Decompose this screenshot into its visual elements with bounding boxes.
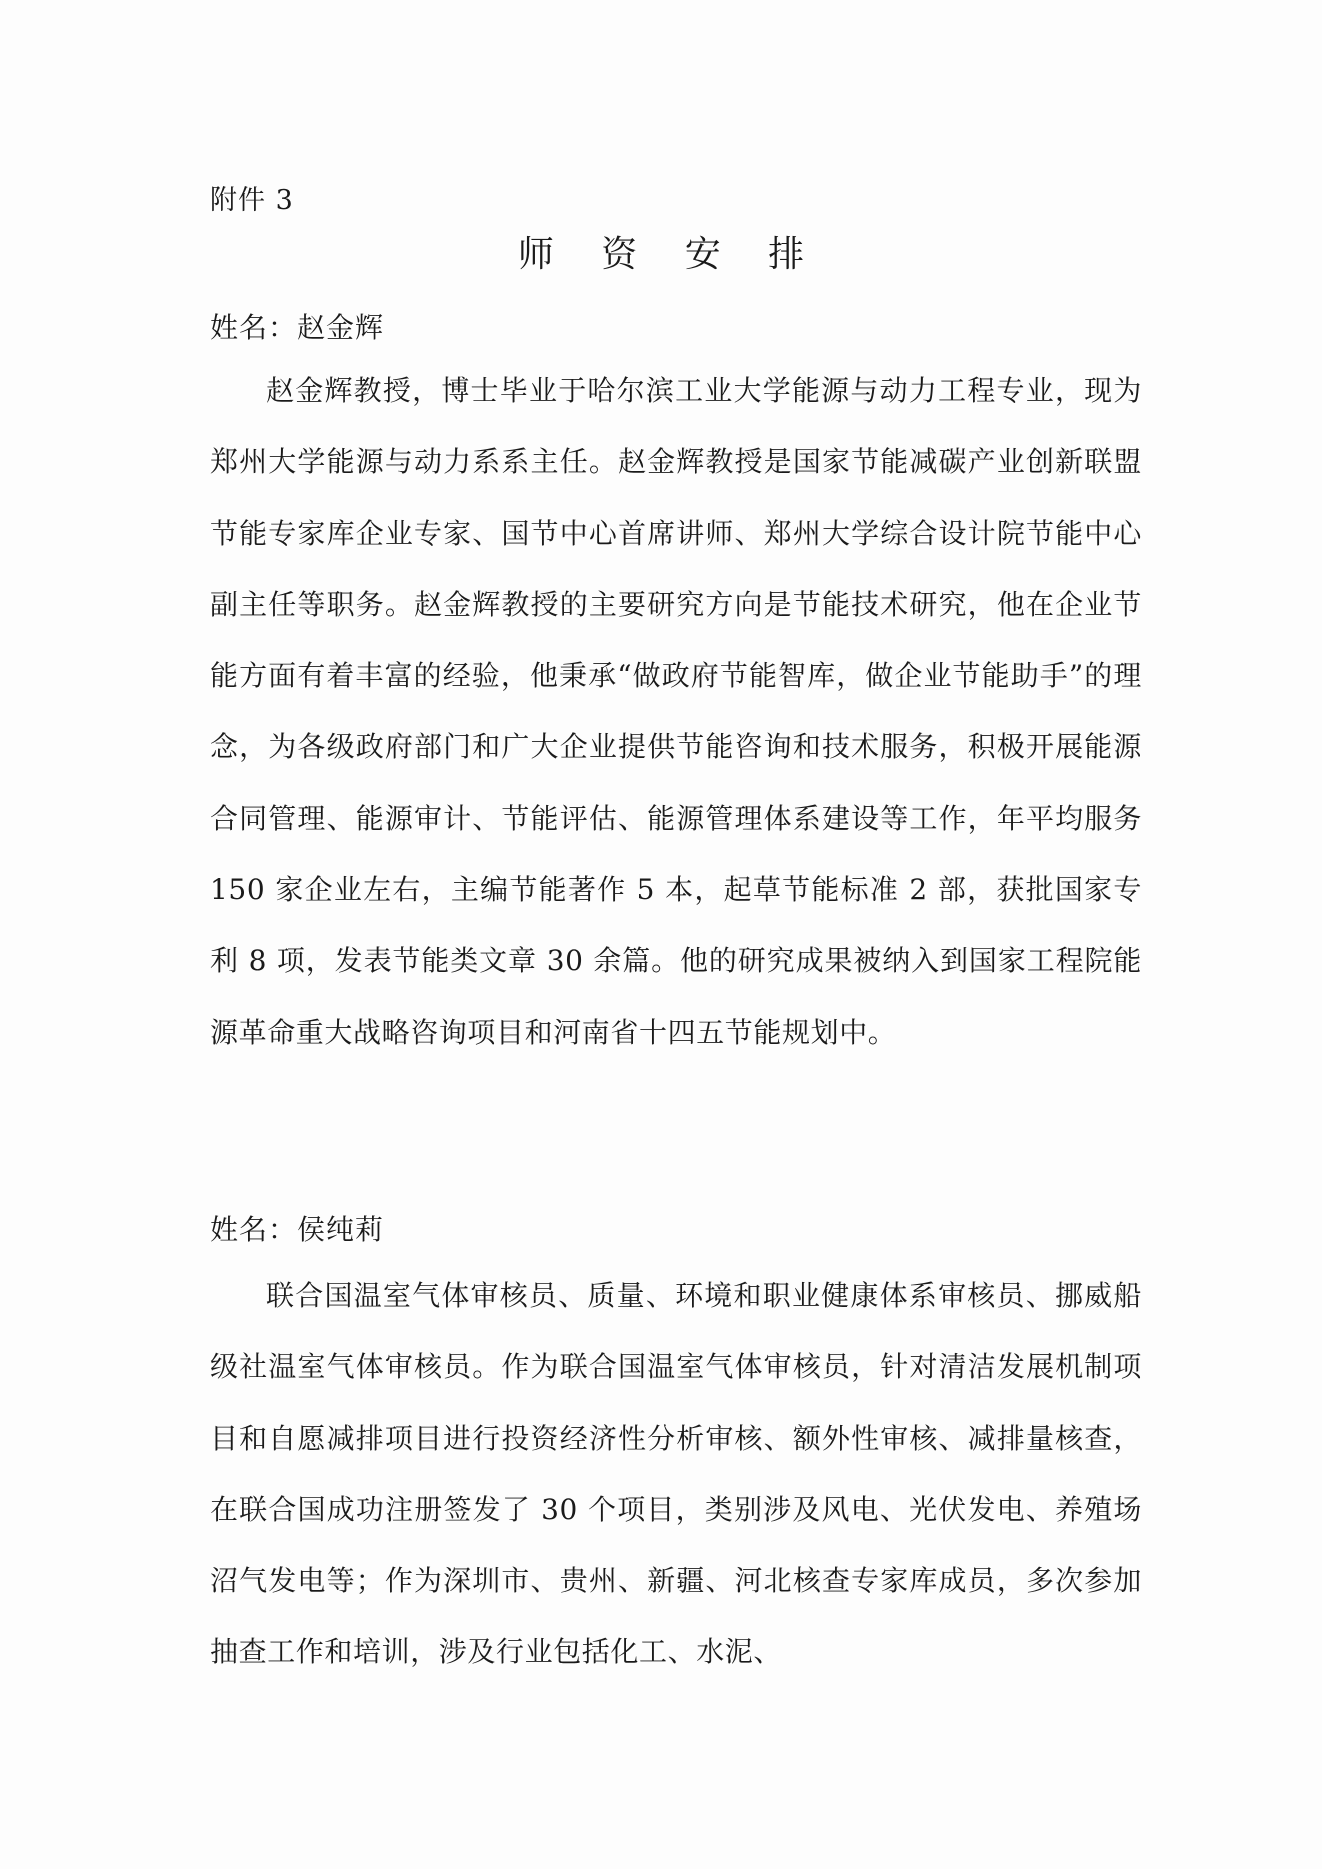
page-title: 师 资 安 排 [517, 234, 823, 275]
instructor-name: 姓名：侯纯莉 [210, 1213, 385, 1246]
instructor-bio: 赵金辉教授，博士毕业于哈尔滨工业大学能源与动力工程专业，现为郑州大学能源与动力系系主任。赵金辉教授是国家节能减碳产业创新联盟节能专家库企业专家、国节中心首席讲师、郑州大学综合设计院节能中心副主任等职务。赵金辉教授的主要研究方向是节能技术研究，他在企业节能方面有着丰富的经验，他秉承“做政府节能智库，做企业节能助手”的理念，为各级政府部门和广大企业提供节能咨询和技术服务，积极开展能源合同管理、能源审计、节能评估、能源管理体系建设等工作，年平均服务 150 家企业左右，主编节能著作 5 本，起草节能标准 2 部，获批国家专利 8 项，发表节能类文章 30 余篇。他的研究成果被纳入到国家工程院能源革命重大战略咨询项目和河南省十四五节能规划中。 [210, 374, 1142, 1049]
attachment-label: 附件 3 [210, 185, 294, 216]
instructor-name: 姓名：赵金辉 [210, 311, 385, 344]
instructor-bio: 联合国温室气体审核员、质量、环境和职业健康体系审核员、挪威船级社温室气体审核员。作为联合国温室气体审核员，针对清洁发展机制项目和自愿减排项目进行投资经济性分析审核、额外性审核、减排量核查，在联合国成功注册签发了 30 个项目，类别涉及风电、光伏发电、养殖场沼气发电等；作为深圳市、贵州、新疆、河北核查专家库成员，多次参加抽查工作和培训，涉及行业包括化工、水泥、 [210, 1279, 1142, 1669]
